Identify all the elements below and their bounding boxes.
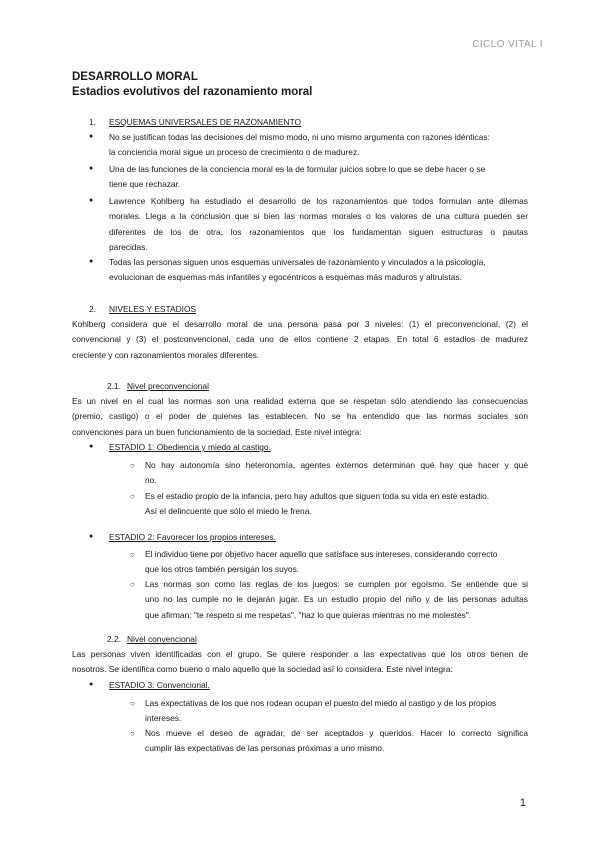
- stage-2-heading: ESTADIO 2: Favorecer los propios intereses.: [109, 532, 276, 542]
- section-2-number: 2.: [89, 304, 96, 314]
- bullet-icon: ●: [89, 165, 94, 172]
- bullet-icon: ●: [89, 258, 94, 265]
- subsection-2-1-number: 2.1.: [107, 381, 121, 391]
- subsection-2-1-paragraph: Es un nivel en el cual las normas son una realidad externa que se respetan sólo atendiendo las consecuencias (premio, castigo) o el poder de quienes las establecen. No se ha entendido que las normas sociales son convenciones para un buen funcionamiento de la sociedad. Este nivel integra:: [72, 396, 528, 437]
- subsection-2-2-number: 2.2.: [107, 634, 121, 644]
- circle-bullet-icon: ○: [130, 729, 135, 738]
- bullet-icon: ●: [89, 533, 94, 540]
- subsection-2-1-heading: Nivel preconvencional: [127, 381, 209, 391]
- stage-1-item-2: Es el estadio propio de la infancia, pero hay adultos que siguen toda su vida en este estadio. Así el delincuente que sólo el miedo le frena.: [145, 491, 490, 517]
- bullet-icon: ●: [89, 197, 94, 204]
- bullet-icon: ●: [89, 681, 94, 688]
- circle-bullet-icon: ○: [130, 461, 135, 470]
- stage-2-item-1: El individuo tiene por objetivo hacer aquello que satisface sus intereses, considerando correcto que los otros también persigan los suyos.: [145, 549, 498, 575]
- section-1-bullet-1: No se justifican todas las decisiones del mismo modo, ni uno mismo argumenta con razones idénticas: la conciencia moral sigue un proceso de crecimiento o de madurez.: [109, 132, 490, 158]
- title-main: DESARROLLO MORAL: [72, 71, 198, 83]
- page-number: 1: [519, 797, 526, 809]
- stage-3-heading: ESTADIO 3: Convencional.: [109, 680, 210, 690]
- circle-bullet-icon: ○: [130, 699, 135, 708]
- stage-1-item-1: No hay autonomía sino heteronomía, agentes externos determinan qué hay que hacer y qué no.: [145, 460, 528, 486]
- stage-3-item-1: Las expectativas de los que nos rodean ocupan el puesto del miedo al castigo y de los propios intereses.: [145, 698, 497, 724]
- running-header: CICLO VITAL I: [472, 39, 543, 50]
- bullet-icon: ●: [89, 133, 94, 140]
- stage-2-item-2: Las normas son como las reglas de los juegos: se cumplen por egoísmo. Se entiende que si uno no las cumple no le dejarán jugar. Es un estudio propio del niño y de las personas adultas que afirman: "te respeto si me respetas", "haz lo que quieras mientras no me molestes".: [145, 579, 528, 620]
- section-1-bullet-2: Una de las funciones de la conciencia moral es la de formular juicios sobre lo que se debe hacer o se tiene que rechazar.: [109, 164, 486, 190]
- section-2-paragraph: Kohlberg considera que el desarrollo moral de una persona pasa por 3 niveles: (1) el preconvencional, (2) el convencional y (3) el postconvencional, cada uno de ellos contiene 2 etapas. En total 6 estadios de madurez creciente y con razonamientos morales diferentes.: [72, 319, 528, 360]
- bullet-icon: ●: [89, 443, 94, 450]
- section-2-heading: NIVELES Y ESTADIOS: [109, 304, 197, 314]
- stage-1-heading: ESTADIO 1: Obediencia y miedo al castigo.: [109, 442, 271, 452]
- circle-bullet-icon: ○: [130, 550, 135, 559]
- stage-3-item-2: Nos mueve el deseo de agradar, de ser aceptados y queridos. Hacer lo correcto significa cumplir las expectativas de las personas próximas a uno mismo.: [145, 728, 528, 754]
- section-1-number: 1.: [89, 117, 96, 127]
- subsection-2-2-paragraph: Las personas viven identificadas con el grupo. Se quiere responder a las expectativas que los otros tienen de nosotros. Se identifica como bueno o malo aquello que la sociedad así lo considera. Este nivel integra:: [72, 649, 528, 675]
- section-1-heading: ESQUEMAS UNIVERSALES DE RAZONAMIENTO: [109, 117, 302, 127]
- section-1-bullet-3: Lawrence Kohlberg ha estudiado el desarrollo de los razonamientos que todos formulan ante dilemas morales. Llega a la conclusión que si bien las normas morales o los valores de una cultura pueden ser diferentes de los de otra, los razonamientos que los fundamentan siguen estructuras o pautas parecidas.: [109, 196, 528, 252]
- section-1-bullet-4: Todas las personas siguen unos esquemas universales de razonamiento y vinculados a la psicología, evolucionan de esquemas más infantiles y egocéntricos a esquemas más maduros y altruistas.: [109, 257, 486, 283]
- document-title: [72, 70, 312, 100]
- circle-bullet-icon: ○: [130, 492, 135, 501]
- circle-bullet-icon: ○: [130, 580, 135, 589]
- subsection-2-2-heading: Nivel convencional: [127, 634, 197, 644]
- title-subtitle: Estadios evolutivos del razonamiento moral: [72, 86, 313, 98]
